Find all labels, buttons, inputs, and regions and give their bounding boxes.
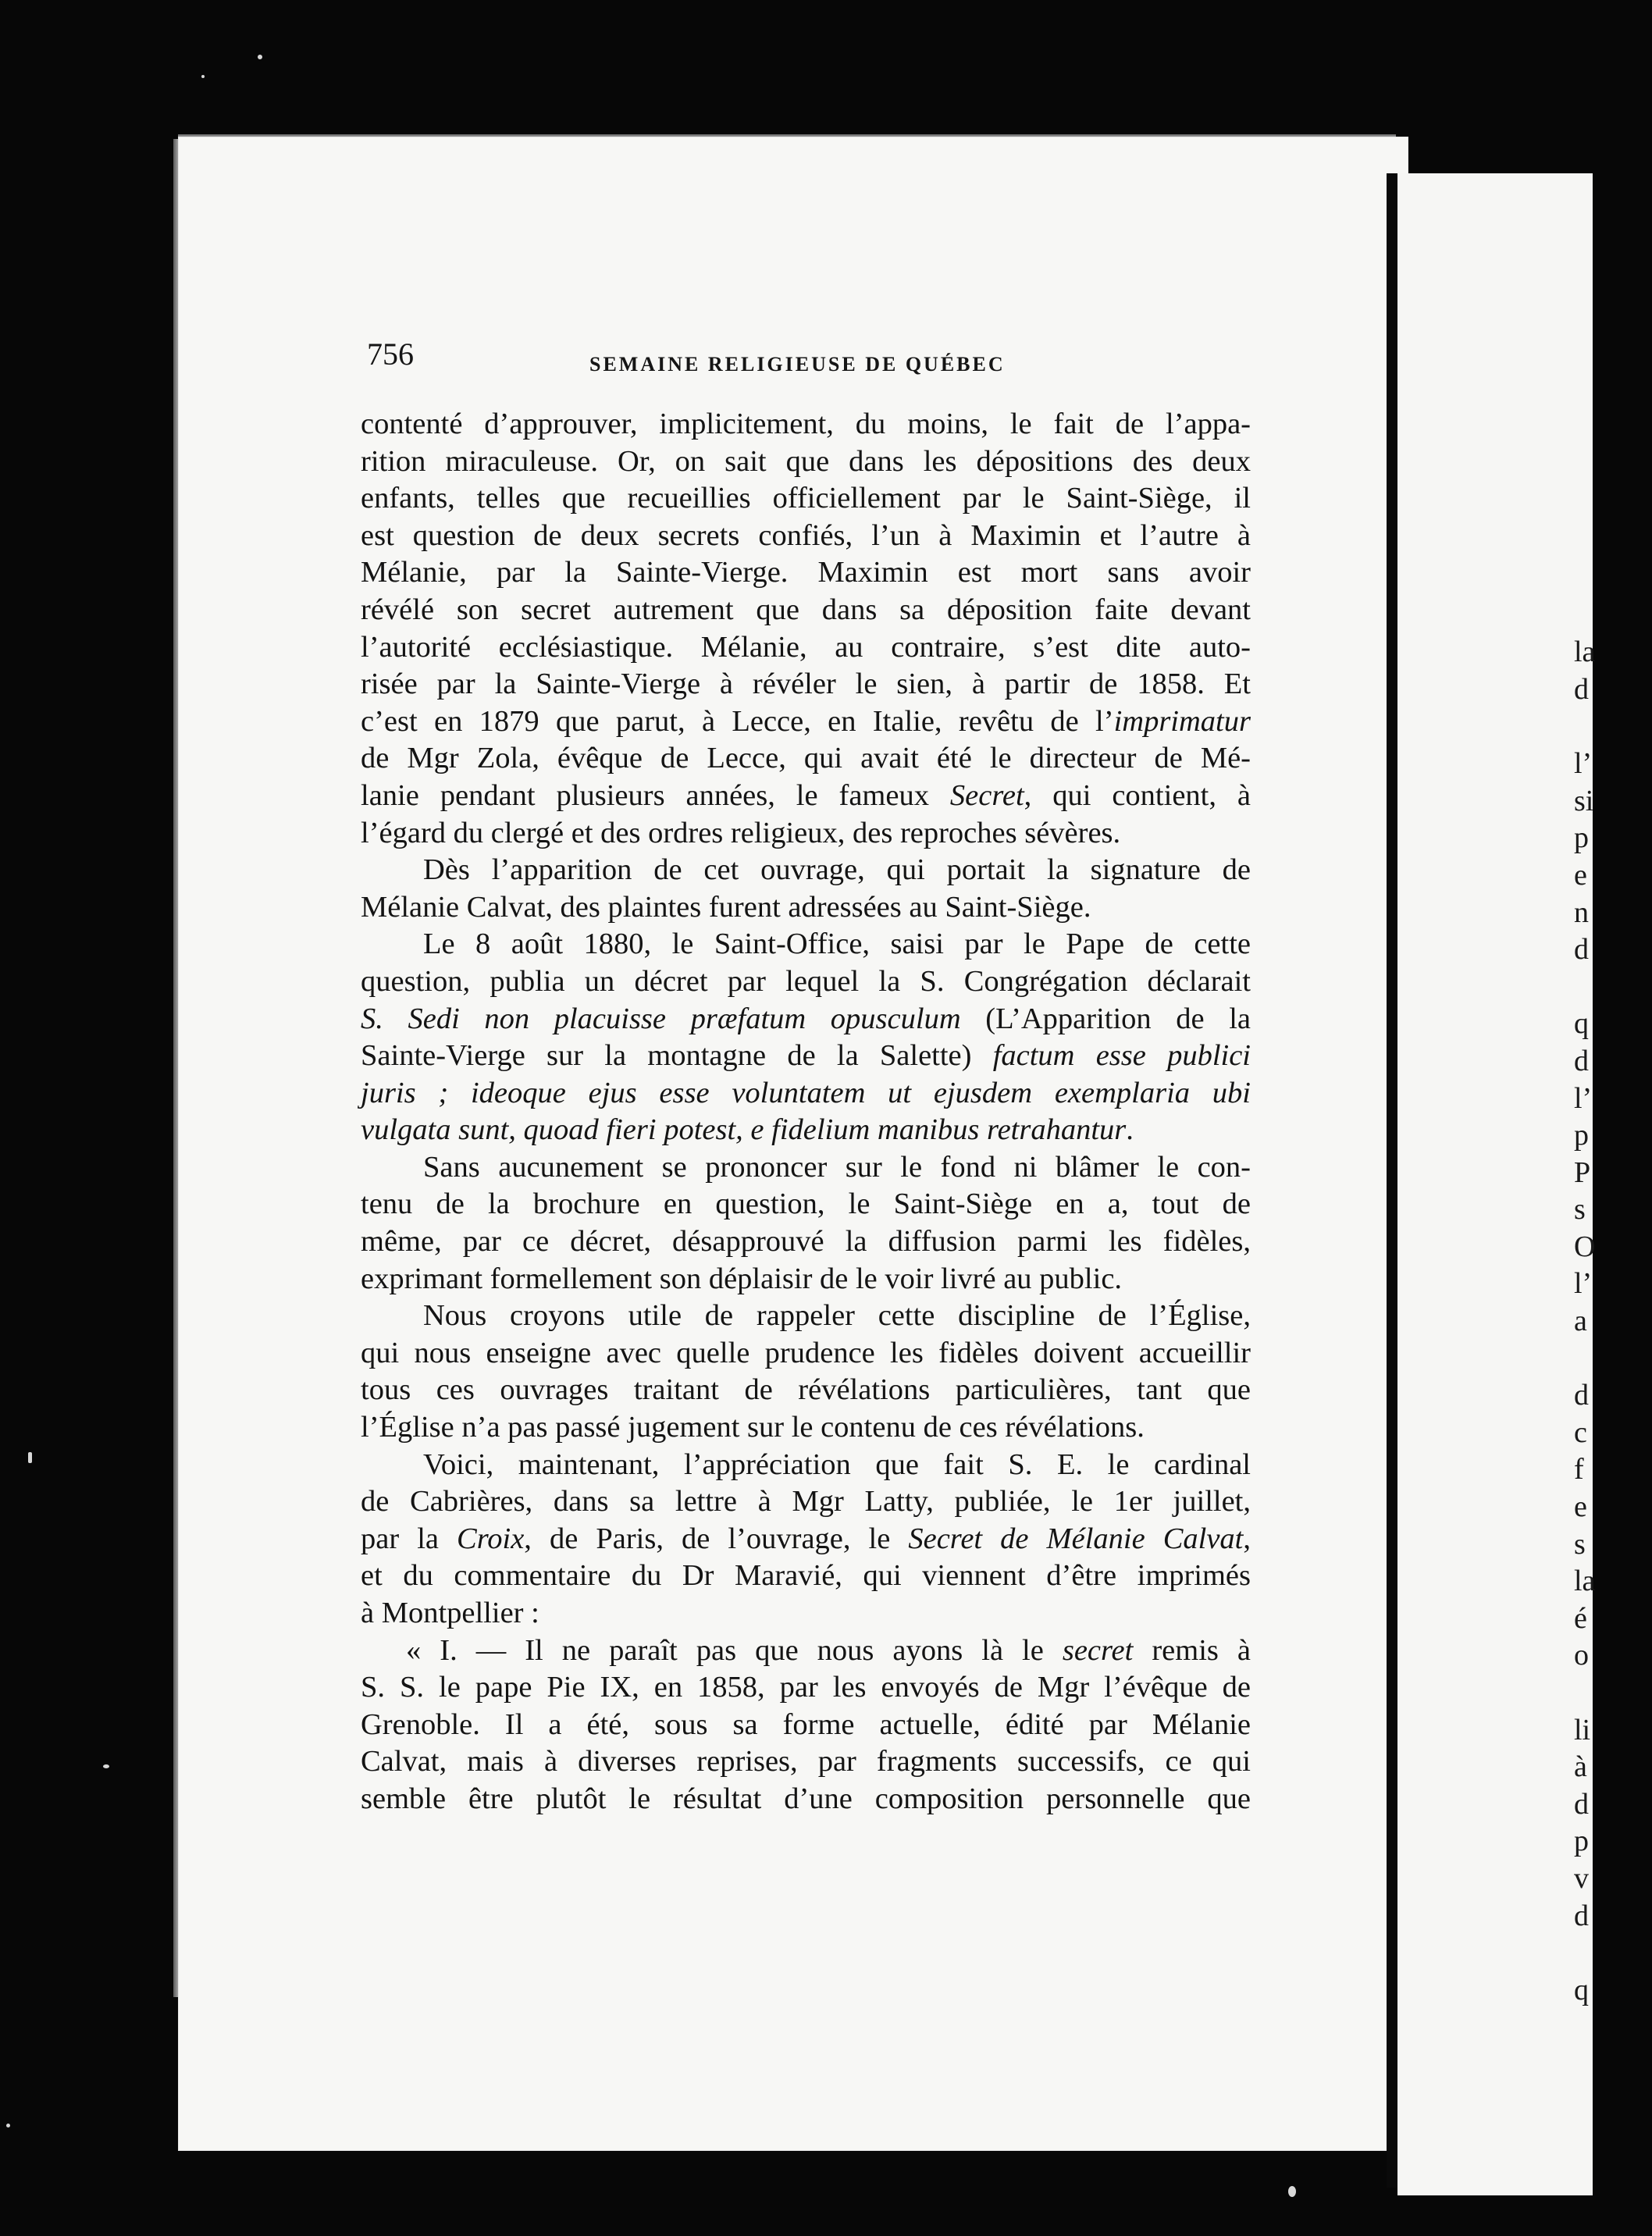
text-run: .: [1126, 1113, 1134, 1147]
adjacent-line-fragment: d: [1574, 1044, 1589, 1077]
page-number: 756: [367, 336, 414, 372]
italic-text: secret: [1062, 1633, 1134, 1667]
text-line: [361, 1707, 1251, 1744]
italic-text: S. Sedi non placuisse præfatum opusculum: [361, 1002, 961, 1035]
adjacent-line-fragment: c: [1574, 1415, 1587, 1449]
text-run: S. S. le pape Pie IX, en 1858, par les envoyés de Mgr l’évêque de: [361, 1671, 1251, 1704]
film-speck: [1288, 2186, 1296, 2197]
text-line: [361, 1483, 1251, 1521]
text-run: de Mgr Zola, évêque de Lecce, qui avait été le directeur de Mé-: [361, 742, 1251, 775]
adjacent-line-fragment: v: [1574, 1861, 1589, 1895]
text-run: contenté d’approuver, implicitement, du moins, le fait de l’appa-: [361, 408, 1251, 440]
text-line: [361, 1743, 1251, 1781]
text-line: [361, 815, 1251, 853]
text-run: et du commentaire du Dr Maravié, qui viennent d’être imprimés: [361, 1559, 1251, 1593]
text-line: [361, 1372, 1251, 1409]
adjacent-line-fragment: la: [1574, 1565, 1596, 1598]
adjacent-line-fragment: o: [1574, 1639, 1589, 1672]
film-speck: [258, 55, 262, 59]
page-gutter: [1387, 173, 1397, 2188]
text-line: [361, 852, 1251, 889]
text-run: enfants, telles que recueillies officiellement par le Saint-Siège, il: [361, 482, 1251, 515]
text-line: [361, 629, 1251, 667]
text-run: tous ces ouvrages traitant de révélations particulières, tant que: [361, 1373, 1251, 1407]
text-line: [361, 1558, 1251, 1595]
text-run: Calvat, mais à diverses reprises, par fragments successifs, ce qui: [361, 1745, 1251, 1778]
text-line: [361, 740, 1251, 778]
text-line: [361, 1632, 1251, 1670]
adjacent-line-fragment: q: [1574, 1973, 1589, 2006]
adjacent-line-fragment: à: [1574, 1750, 1587, 1784]
text-line: [361, 963, 1251, 1001]
text-run: l’Église n’a pas passé jugement sur le contenu de ces révélations.: [361, 1411, 1145, 1444]
text-line: [361, 889, 1251, 927]
text-line: [361, 480, 1251, 518]
text-line: [361, 1223, 1251, 1261]
text-run: exprimant formellement son déplaisir de le voir livré au public.: [361, 1262, 1123, 1295]
adjacent-line-fragment: n: [1574, 895, 1589, 929]
adjacent-line-fragment: q: [1574, 1007, 1589, 1041]
text-run: Voici, maintenant, l’appréciation que fait S. E. le cardinal: [423, 1447, 1251, 1481]
adjacent-line-fragment: si: [1574, 784, 1594, 817]
running-header: SEMAINE RELIGIEUSE DE QUÉBEC: [589, 353, 1006, 376]
text-run: Mélanie, par la Sainte-Vierge. Maximin est mort sans avoir: [361, 556, 1251, 589]
text-line: [361, 1261, 1251, 1298]
adjacent-line-fragment: p: [1574, 1825, 1589, 1858]
adjacent-line-fragment: [1574, 560, 1652, 597]
text-run: rition miraculeuse. Or, on sait que dans les dépositions des deux: [361, 444, 1251, 478]
text-run: Mélanie Calvat, des plaintes furent adressées au Saint-Siège.: [361, 890, 1091, 924]
text-line: [361, 1595, 1251, 1632]
text-run: Sans aucunement se prononcer sur le fond ni blâmer le con-: [423, 1150, 1251, 1184]
adjacent-line-fragment: é: [1574, 1601, 1587, 1635]
text-run: (L’Apparition de la: [960, 1002, 1251, 1035]
adjacent-line-fragment: la: [1574, 636, 1596, 669]
text-run: , de Paris, de l’ouvrage, le: [524, 1522, 909, 1555]
text-line: [361, 1186, 1251, 1223]
text-line: [361, 554, 1251, 592]
text-line: [361, 443, 1251, 481]
adjacent-line-fragment: d: [1574, 672, 1589, 706]
adjacent-line-fragment: s: [1574, 1193, 1586, 1227]
adjacent-line-fragment: a: [1574, 1305, 1587, 1338]
text-run: ,: [1243, 1522, 1251, 1555]
text-run: question, publia un décret par lequel la S. Congrégation déclarait: [361, 964, 1251, 998]
text-run: remis à: [1133, 1633, 1251, 1667]
text-run: , qui contient, à: [1024, 778, 1251, 812]
text-line: [361, 592, 1251, 629]
text-run: est question de deux secrets confiés, l’un à Maximin et l’autre à: [361, 518, 1251, 552]
text-run: c’est en 1879 que parut, à Lecce, en Italie, revêtu de l’: [361, 704, 1114, 738]
film-speck: [6, 2124, 10, 2127]
adjacent-line-fragment: [1574, 709, 1652, 746]
text-line: [361, 1409, 1251, 1447]
text-line: [361, 1669, 1251, 1707]
text-run: tenu de la brochure en question, le Saint-Siège en a, tout de: [361, 1187, 1251, 1221]
italic-text: factum esse publici: [992, 1039, 1251, 1073]
text-run: risée par la Sainte-Vierge à révéler le sien, à partir de 1858. Et: [361, 668, 1251, 701]
text-run: de Cabrières, dans sa lettre à Mgr Latty, publiée, le 1er juillet,: [361, 1485, 1251, 1519]
text-run: « I. — Il ne paraît pas que nous ayons là le: [406, 1633, 1063, 1667]
text-run: Sainte-Vierge sur la montagne de la Salette): [361, 1039, 993, 1073]
adjacent-line-fragment: f: [1574, 1453, 1584, 1487]
text-line: [361, 1781, 1251, 1818]
film-speck: [103, 1764, 109, 1768]
adjacent-page-text: [1574, 486, 1652, 2009]
text-line: [361, 518, 1251, 555]
text-line: [361, 1335, 1251, 1373]
text-line: [361, 926, 1251, 963]
italic-text: juris ; ideoque ejus esse voluntatem ut ejusdem exemplaria ubi: [361, 1076, 1251, 1109]
adjacent-line-fragment: e: [1574, 858, 1587, 892]
italic-text: imprimatur: [1113, 704, 1251, 738]
text-line: [361, 1075, 1251, 1113]
text-line: [361, 406, 1251, 443]
text-line: [361, 1149, 1251, 1187]
text-line: [361, 778, 1251, 815]
adjacent-line-fragment: [1574, 969, 1652, 1006]
text-run: à Montpellier :: [361, 1597, 539, 1629]
text-line: [361, 703, 1251, 741]
adjacent-line-fragment: O: [1574, 1230, 1596, 1263]
text-line: [361, 1038, 1251, 1075]
text-line: [361, 1447, 1251, 1484]
text-run: Grenoble. Il a été, sous sa forme actuelle, édité par Mélanie: [361, 1707, 1251, 1741]
film-speck: [201, 75, 205, 78]
adjacent-line-fragment: p: [1574, 821, 1589, 855]
adjacent-line-fragment: p: [1574, 1119, 1589, 1152]
adjacent-line-fragment: d: [1574, 1787, 1589, 1821]
adjacent-line-fragment: d: [1574, 933, 1589, 967]
text-run: l’égard du clergé et des ordres religieux, des reproches sévères.: [361, 816, 1121, 849]
italic-text: Secret: [949, 778, 1024, 812]
adjacent-line-fragment: [1574, 486, 1652, 523]
text-run: révélé son secret autrement que dans sa déposition faite devant: [361, 593, 1251, 626]
text-line: [361, 666, 1251, 703]
text-run: l’autorité ecclésiastique. Mélanie, au contraire, s’est dite auto-: [361, 630, 1251, 664]
text-run: qui nous enseigne avec quelle prudence les fidèles doivent accueillir: [361, 1336, 1251, 1369]
adjacent-line-fragment: d: [1574, 1379, 1589, 1412]
adjacent-line-fragment: s: [1574, 1527, 1586, 1561]
italic-text: Croix: [457, 1522, 525, 1555]
adjacent-line-fragment: [1574, 1341, 1652, 1378]
adjacent-line-fragment: [1574, 597, 1652, 635]
adjacent-line-fragment: l’: [1574, 747, 1593, 781]
text-run: semble être plutôt le résultat d’une composition personnelle que: [361, 1782, 1251, 1815]
adjacent-line-fragment: l’: [1574, 1081, 1593, 1115]
text-run: par la: [361, 1522, 458, 1555]
text-run: Le 8 août 1880, le Saint-Office, saisi par le Pape de cette: [423, 928, 1251, 961]
adjacent-line-fragment: l’: [1574, 1267, 1593, 1301]
text-run: Nous croyons utile de rappeler cette discipline de l’Église,: [423, 1299, 1251, 1333]
text-run: même, par ce décret, désapprouvé la diffusion parmi les fidèles,: [361, 1225, 1251, 1259]
adjacent-line-fragment: P: [1574, 1155, 1591, 1189]
adjacent-line-fragment: [1574, 1675, 1652, 1712]
text-line: [361, 1521, 1251, 1558]
adjacent-line-fragment: [1574, 1935, 1652, 1972]
adjacent-line-fragment: li: [1574, 1713, 1591, 1746]
adjacent-line-fragment: e: [1574, 1490, 1587, 1524]
italic-text: vulgata sunt, quoad fieri potest, e fidelium manibus retrahantur: [361, 1113, 1127, 1147]
film-speck: [28, 1452, 32, 1463]
text-run: Dès l’apparition de cet ouvrage, qui portait la signature de: [423, 853, 1251, 887]
text-line: [361, 1298, 1251, 1335]
text-line: [361, 1001, 1251, 1038]
adjacent-page: [1397, 173, 1596, 2195]
body-text: [361, 406, 1251, 1818]
text-line: [361, 1112, 1251, 1149]
italic-text: Secret de Mélanie Calvat: [908, 1522, 1244, 1555]
adjacent-line-fragment: [1574, 523, 1652, 561]
text-run: lanie pendant plusieurs années, le fameux: [361, 778, 950, 812]
adjacent-line-fragment: d: [1574, 1899, 1589, 1932]
